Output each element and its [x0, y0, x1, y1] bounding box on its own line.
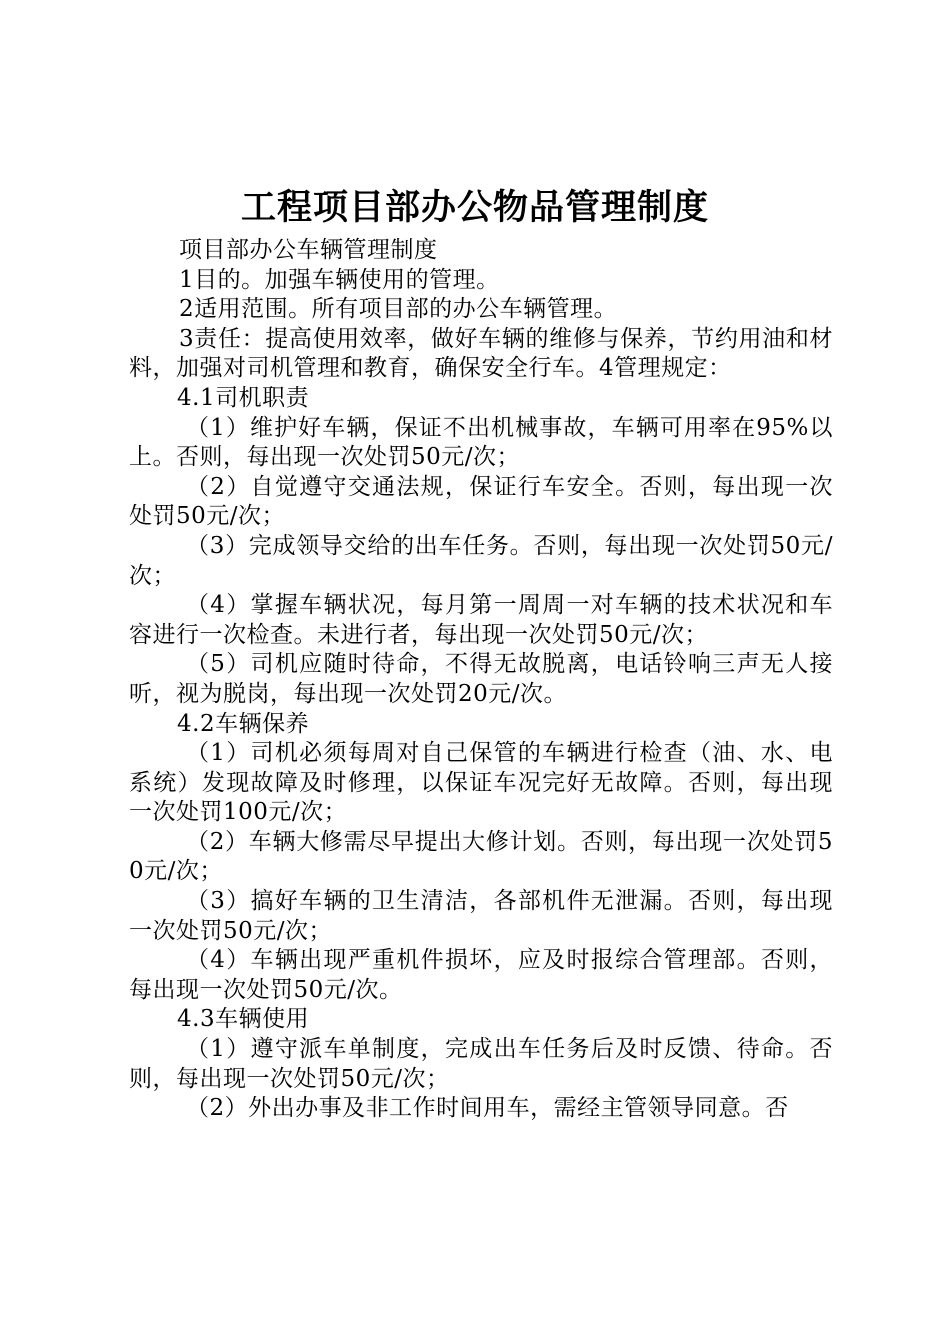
paragraph: （2）车辆大修需尽早提出大修计划。否则，每出现一次处罚50元/次； [129, 828, 833, 885]
paragraph: 4.1司机职责 [177, 384, 310, 411]
paragraph: （4）掌握车辆状况，每月第一周周一对车辆的技术状况和车容进行一次检查。未进行者，每出现一次处罚50元/次； [129, 592, 833, 648]
paragraph: （3）搞好车辆的卫生清洁，各部机件无泄漏。否则，每出现一次处罚50元/次； [129, 888, 833, 944]
paragraph: 项目部办公车辆管理制度 [179, 237, 438, 263]
document-title: 工程项目部办公物品管理制度 [240, 187, 709, 228]
paragraph: （5）司机应随时待命，不得无故脱离，电话铃响三声无人接听，视为脱岗，每出现一次处罚20元/次。 [129, 651, 833, 707]
paragraph: 4.2车辆保养 [177, 710, 310, 737]
paragraph: 1目的。加强车辆使用的管理。 [179, 266, 500, 293]
paragraph: （1）遵守派车单制度，完成出车任务后及时反馈、待命。否则，每出现一次处罚50元/次； [129, 1036, 833, 1092]
paragraph: （1）维护好车辆，保证不出机械事故，车辆可用率在95%以上。否则，每出现一次处罚50元/次； [129, 414, 833, 471]
paragraph: （2）外出办事及非工作时间用车，需经主管领导同意。否 [186, 1095, 789, 1122]
paragraph: （2）自觉遵守交通法规，保证行车安全。否则，每出现一次处罚50元/次； [129, 473, 833, 530]
document-body [129, 236, 833, 1124]
paragraph: （4）车辆出现严重机件损坏，应及时报综合管理部。否则，每出现一次处罚50元/次。 [129, 947, 833, 1003]
paragraph: （3）完成领导交给的出车任务。否则，每出现一次处罚50元/次； [129, 532, 833, 589]
paragraph: 3责任：提高使用效率，做好车辆的维修与保养，节约用油和材料，加强对司机管理和教育，确保安全行车。4管理规定： [129, 325, 833, 382]
paragraph: 2适用范围。所有项目部的办公车辆管理。 [179, 296, 618, 323]
paragraph: 4.3车辆使用 [177, 1006, 310, 1033]
paragraph: （1）司机必须每周对自己保管的车辆进行检查（油、水、电系统）发现故障及时修理，以保证车况完好无故障。否则，每出现一次处罚100元/次； [129, 740, 833, 826]
